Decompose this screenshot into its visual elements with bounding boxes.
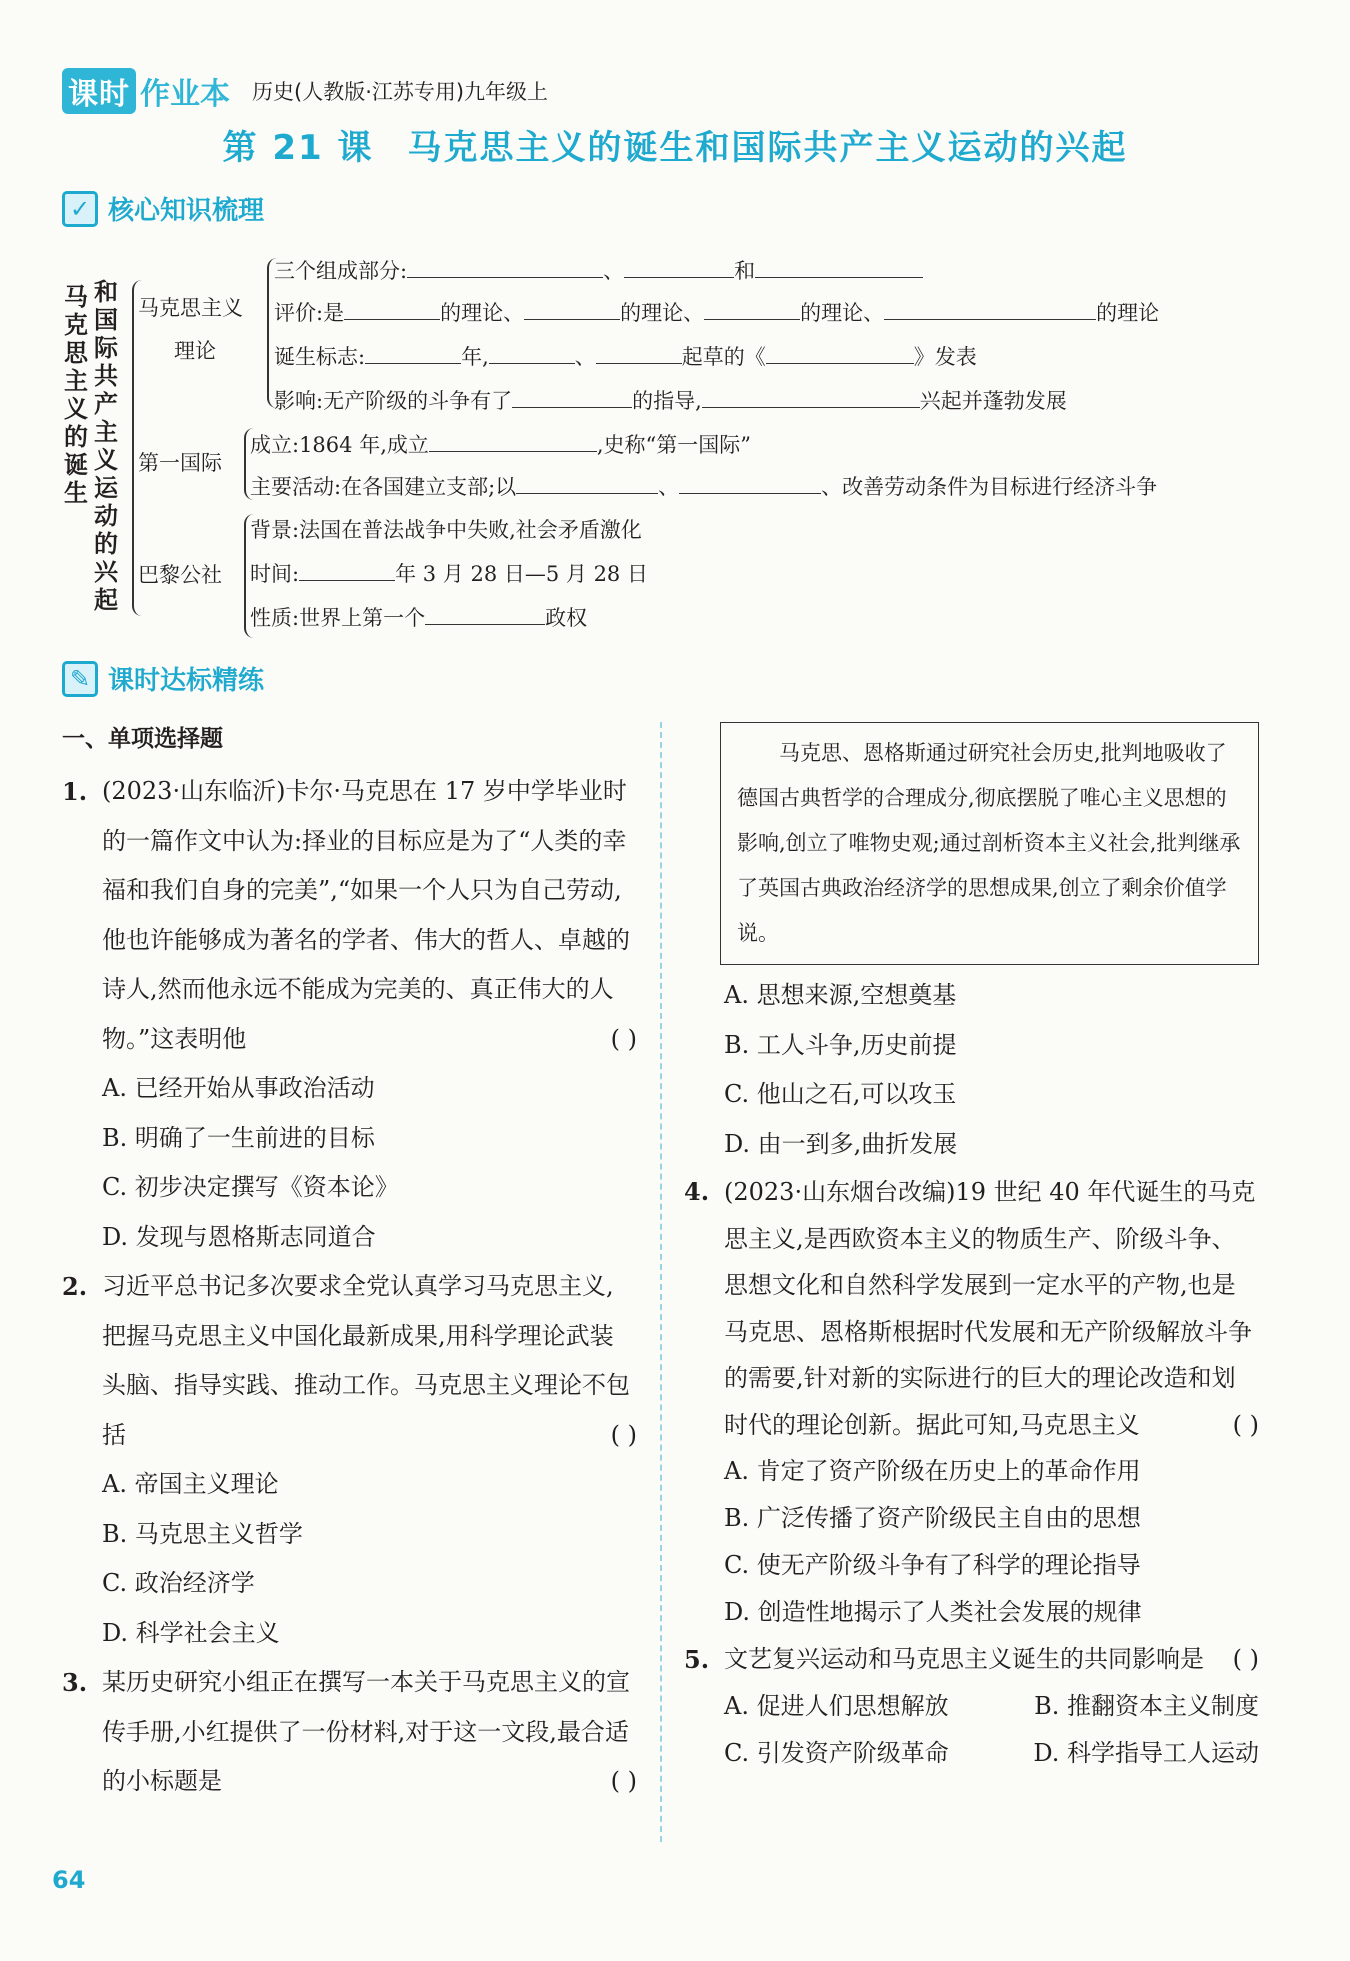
option-d[interactable]: D. 发现与恩格斯志同道合 [102, 1222, 376, 1251]
blank[interactable] [884, 298, 1096, 320]
logo-main: 课时 [62, 68, 136, 114]
book-logo [62, 68, 548, 114]
sep: 年 3 月 28 日—5 月 28 日 [395, 562, 648, 586]
lesson-name: 马克思主义的诞生和国际共产主义运动的兴起 [407, 128, 1128, 168]
question-number: 4. [684, 1177, 710, 1206]
blank[interactable] [512, 386, 632, 408]
blank[interactable] [429, 430, 597, 452]
option-a[interactable]: A. 帝国主义理论 [102, 1470, 279, 1498]
question-number: 3. [62, 1668, 88, 1697]
blank[interactable] [702, 386, 920, 408]
book-title: 历史(人教版·江苏专用)九年级上 [252, 80, 549, 104]
sep: 起草的《 [681, 345, 766, 369]
blank[interactable] [489, 342, 575, 364]
sep: 年, [461, 345, 489, 369]
tree-line-birth [274, 342, 977, 372]
lesson-title [0, 120, 1350, 169]
tree-line-nature [250, 603, 587, 633]
paris-label: 巴黎公社 [138, 563, 222, 587]
option-a[interactable]: A. 已经开始从事政治活动 [102, 1074, 375, 1102]
marxism-label-2: 理论 [174, 339, 216, 363]
question-number: 2. [62, 1272, 88, 1301]
answer-blank[interactable]: ( ) [1232, 1645, 1259, 1673]
sep: 的指导, [632, 389, 702, 413]
blank[interactable] [344, 298, 440, 320]
material-box: 马克思、恩格斯通过研究社会历史,批判地吸收了德国古典哲学的合理成分,彻底摆脱了唯心主义思想的影响,创立了唯物史观;通过剖析资本主义社会,批判继承了英国古典政治经济学的思想成果,创立了剩余价值学说。 [720, 722, 1259, 965]
question-number: 5. [684, 1645, 710, 1674]
option-c[interactable]: C. 政治经济学 [102, 1569, 255, 1597]
lesson-number: 第 21 课 [222, 128, 374, 168]
checkbox-pencil-icon: ✓ [62, 191, 98, 227]
option-b[interactable]: B. 明确了一生前进的目标 [102, 1123, 375, 1152]
impact-label: 影响:无产阶级的斗争有了 [274, 389, 513, 413]
tree-line-founding [250, 430, 751, 460]
option-b[interactable]: B. 马克思主义哲学 [102, 1519, 303, 1548]
sep: 政权 [545, 606, 588, 630]
nature-label: 性质:世界上第一个 [250, 606, 426, 630]
blank[interactable] [365, 342, 461, 364]
option-d[interactable]: D. 科学指导工人运动 [1033, 1739, 1259, 1767]
sep: 、 [603, 259, 625, 283]
option-b[interactable]: B. 推翻资本主义制度 [1034, 1692, 1259, 1720]
blank[interactable] [524, 298, 620, 320]
answer-blank[interactable]: ( ) [1232, 1410, 1259, 1439]
question-2 [62, 1262, 637, 1460]
section-knowledge-title: 核心知识梳理 [108, 196, 265, 226]
sep: 、 [574, 345, 596, 369]
answer-blank[interactable]: ( ) [610, 1420, 637, 1449]
tree-line-evaluation [274, 298, 1159, 328]
blank[interactable] [516, 472, 658, 494]
question-1 [62, 767, 637, 1064]
section-practice-heading [62, 660, 264, 697]
question-5 [684, 1636, 1259, 1683]
blank[interactable] [407, 256, 603, 278]
left-column [62, 720, 637, 1807]
evaluation-label: 评价:是 [274, 301, 345, 325]
blank[interactable] [766, 342, 914, 364]
right-column [684, 720, 1259, 1777]
question-stem: (2023·山东烟台改编)19 世纪 40 年代诞生的马克思主义,是西欧资本主义的物质生产、阶级斗争、思想文化和自然科学发展到一定水平的产物,也是马克思、恩格斯根据时代发展和无产阶级解放斗争的需要,针对新的实际进行的巨大的理论改造和划时代的理论创新。据此可知,马克思主义 [724, 1178, 1256, 1439]
sep: 的理论、 [620, 301, 705, 325]
option-a[interactable]: A. 肯定了资产阶级在历史上的革命作用 [724, 1457, 1141, 1485]
sep: ,史称“第一国际” [596, 433, 752, 457]
tree-main-title-col1: 和国际共产主义运动的兴起 [94, 277, 118, 614]
sep: 的理论 [1096, 301, 1160, 325]
sep: 、改善劳动条件为目标进行经济斗争 [821, 475, 1158, 499]
section-knowledge-heading [62, 190, 264, 227]
tree-line-components [274, 256, 923, 286]
blank[interactable] [704, 298, 800, 320]
question-4 [684, 1169, 1259, 1448]
page-number: 64 [52, 1866, 86, 1894]
question-number: 1. [62, 777, 88, 806]
question-stem: (2023·山东临沂)卡尔·马克思在 17 岁中学毕业时的一篇作文中认为:择业的目标应是为了“人类的幸福和我们自身的完美”,“如果一个人只为自己劳动,他也许能够成为著名的学者、伟大的哲人、卓越的诗人,然而他永远不能成为完美的、真正伟大的人物。”这表明他 [102, 777, 630, 1053]
answer-blank[interactable]: ( ) [610, 1024, 637, 1053]
blank[interactable] [596, 342, 682, 364]
blank[interactable] [624, 256, 734, 278]
option-d[interactable]: D. 科学社会主义 [102, 1618, 280, 1647]
birth-label: 诞生标志: [274, 345, 366, 369]
option-a[interactable]: A. 促进人们思想解放 [724, 1692, 949, 1720]
column-divider [660, 722, 662, 1842]
sep: 兴起并蓬勃发展 [919, 389, 1067, 413]
option-b[interactable]: B. 广泛传播了资产阶级民主自由的思想 [724, 1504, 1141, 1532]
option-row [684, 1730, 1259, 1777]
option-a[interactable]: A. 思想来源,空想奠基 [724, 981, 957, 1009]
tree-line-background: 背景:法国在普法战争中失败,社会矛盾激化 [250, 518, 642, 542]
activities-label: 主要活动:在各国建立支部;以 [250, 475, 517, 499]
tree-line-activities [250, 472, 1157, 502]
tree-line-impact [274, 386, 1067, 416]
blank[interactable] [755, 256, 923, 278]
option-c[interactable]: C. 使无产阶级斗争有了科学的理论指导 [724, 1551, 1141, 1579]
marxism-label-1: 马克思主义 [138, 296, 243, 320]
option-b[interactable]: B. 工人斗争,历史前提 [724, 1030, 957, 1059]
sep: 和 [734, 259, 756, 283]
option-c[interactable]: C. 他山之石,可以攻玉 [724, 1080, 957, 1108]
founding-label: 成立:1864 年,成立 [250, 433, 429, 457]
answer-blank[interactable]: ( ) [610, 1767, 637, 1795]
intl-label: 第一国际 [138, 451, 222, 475]
option-c[interactable]: C. 初步决定撰写《资本论》 [102, 1173, 399, 1201]
components-label: 三个组成部分: [274, 259, 408, 283]
sep: 、 [658, 475, 680, 499]
blank[interactable] [425, 603, 545, 625]
knowledge-tree [62, 258, 1262, 643]
option-d[interactable]: D. 由一到多,曲折发展 [724, 1129, 958, 1158]
tree-main-title-col2: 马克思主义的诞生 [64, 282, 88, 507]
option-d[interactable]: D. 创造性地揭示了人类社会发展的规律 [724, 1598, 1142, 1626]
time-label: 时间: [250, 562, 300, 586]
section-practice-title: 课时达标精练 [108, 666, 265, 696]
question-stem: 某历史研究小组正在撰写一本关于马克思主义的宣传手册,小红提供了一份材料,对于这一文段,最合适的小标题是 [102, 1668, 630, 1795]
logo-sub: 作业本 [140, 77, 230, 112]
part-title: 一、单项选择题 [62, 726, 223, 752]
option-c[interactable]: C. 引发资产阶级革命 [724, 1739, 949, 1767]
blank[interactable] [299, 559, 395, 581]
blank[interactable] [679, 472, 821, 494]
question-stem: 文艺复兴运动和马克思主义诞生的共同影响是 [724, 1645, 1204, 1673]
question-3 [62, 1658, 637, 1807]
sep: 的理论、 [800, 301, 885, 325]
sep: 的理论、 [440, 301, 525, 325]
edit-pencil-icon: ✎ [62, 661, 98, 697]
sep: 》发表 [913, 345, 977, 369]
question-stem: 习近平总书记多次要求全党认真学习马克思主义,把握马克思主义中国化最新成果,用科学理论武装头脑、指导实践、推动工作。马克思主义理论不包括 [102, 1272, 630, 1449]
option-row [684, 1683, 1259, 1730]
tree-line-time [250, 559, 648, 589]
